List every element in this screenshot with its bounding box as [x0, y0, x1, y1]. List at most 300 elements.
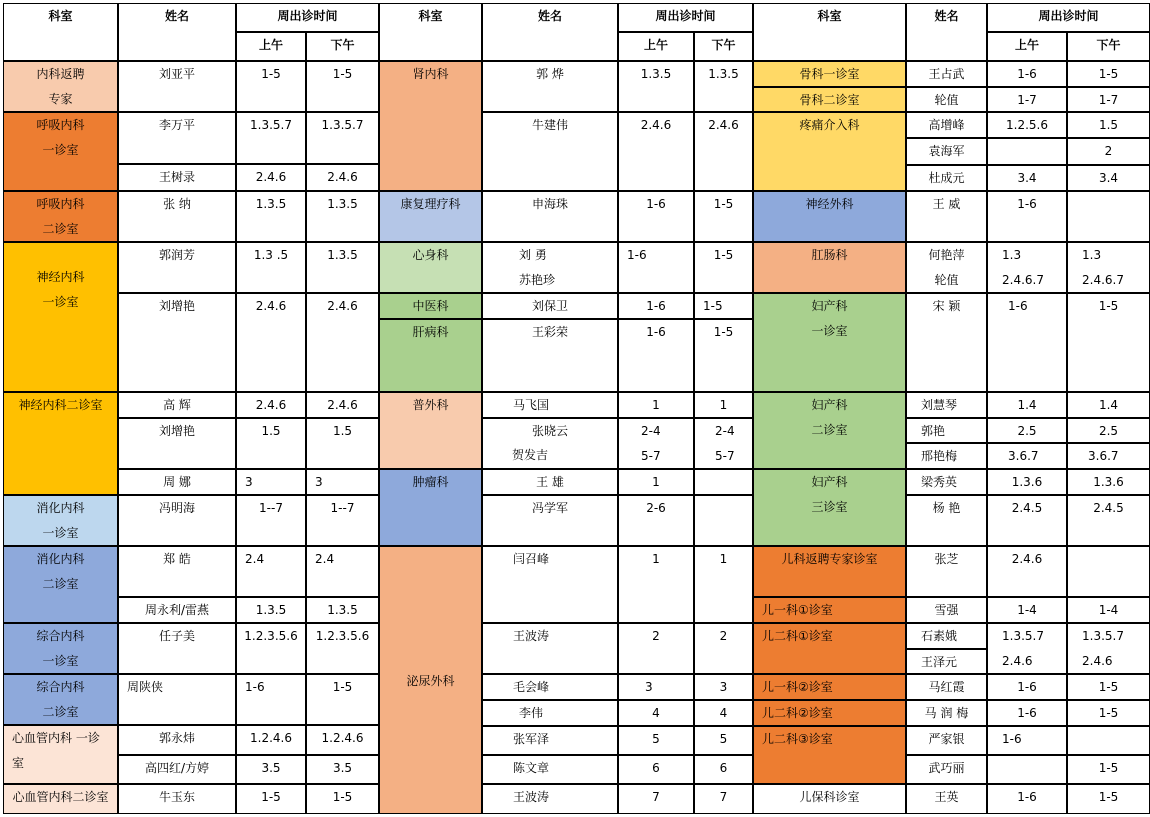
cell-text: 刘增艳	[158, 299, 195, 313]
table-cell	[753, 191, 906, 242]
table-cell	[694, 61, 753, 112]
cell-text: 轮值	[934, 93, 959, 107]
table-cell	[3, 495, 118, 546]
cell-text: 3.6.7	[1088, 449, 1119, 463]
table-cell	[118, 784, 236, 814]
table-cell	[482, 495, 618, 546]
cell-text: 姓名	[934, 9, 959, 23]
table-cell	[906, 674, 987, 700]
table-cell	[694, 242, 753, 293]
table-cell	[118, 755, 236, 784]
header-cell	[694, 32, 753, 61]
table-cell	[694, 674, 753, 700]
cell-text: 骨科一诊室	[799, 67, 860, 81]
cell-text: 1	[719, 398, 728, 412]
cell-text: 上午	[258, 38, 283, 52]
table-cell	[618, 495, 694, 546]
cell-text: 王 威	[932, 197, 961, 211]
cell-text: 王英	[934, 790, 959, 804]
cell-text: 1.3 .5	[253, 248, 289, 262]
cell-text: 3	[645, 680, 653, 694]
cell-text: 中医科	[412, 299, 449, 313]
table-cell	[987, 784, 1067, 814]
table-cell	[482, 293, 618, 319]
cell-text: 1.5	[1098, 118, 1119, 132]
table-cell	[753, 700, 906, 726]
table-cell	[236, 495, 306, 546]
cell-text: 任子美	[158, 629, 195, 643]
cell-text: 1	[652, 552, 660, 566]
table-cell	[379, 242, 482, 293]
cell-text: 郭 烨	[536, 67, 564, 81]
cell-text: 马 润 梅	[924, 706, 969, 720]
table-cell	[482, 755, 618, 784]
cell-text: 周出诊时间	[277, 9, 338, 23]
table-cell	[906, 418, 987, 443]
table-cell	[379, 546, 482, 814]
cell-text: 3.6.7	[1008, 449, 1039, 463]
table-cell	[1067, 495, 1150, 546]
cell-text: 刘 勇	[519, 248, 547, 262]
cell-text: 梁秀英	[921, 475, 958, 489]
table-cell	[3, 784, 118, 814]
cell-text: 1-7	[1098, 93, 1119, 107]
table-cell	[906, 112, 987, 138]
cell-text: 1.3.6	[1011, 475, 1043, 489]
cell-text: 神经内科	[36, 270, 85, 284]
cell-text: 2.4.6	[708, 118, 739, 132]
table-cell	[987, 191, 1067, 242]
cell-text: 1.3.5	[327, 248, 358, 262]
cell-text: 郭润芳	[158, 248, 195, 262]
table-cell	[306, 495, 379, 546]
cell-text: 1-6	[1008, 299, 1028, 313]
cell-text: 妇产科	[811, 475, 848, 489]
cell-text: 1-6	[1017, 790, 1037, 804]
cell-text: 神经外科	[805, 197, 854, 211]
table-cell	[1067, 469, 1150, 495]
cell-text: 1-5	[1098, 761, 1119, 775]
cell-text: 疼痛介入科	[799, 118, 860, 132]
table-cell	[118, 112, 236, 164]
table-cell	[987, 87, 1067, 112]
table-cell	[694, 755, 753, 784]
cell-text: 6	[652, 761, 660, 775]
table-cell	[987, 165, 1067, 191]
table-cell	[118, 418, 236, 469]
table-cell	[3, 112, 118, 191]
table-cell	[118, 623, 236, 674]
table-cell	[753, 242, 906, 293]
cell-text: 刘增艳	[158, 424, 195, 438]
table-cell	[236, 755, 306, 784]
cell-text: 马红霞	[928, 680, 965, 694]
table-cell	[1067, 165, 1150, 191]
cell-text: 2.4	[315, 552, 335, 566]
cell-text: 王波涛	[513, 790, 550, 804]
table-cell	[906, 87, 987, 112]
cell-text: 1.3.5.7	[250, 118, 292, 132]
table-cell	[118, 61, 236, 112]
cell-text: 1-6	[245, 680, 265, 694]
table-cell	[306, 418, 379, 469]
header-cell	[482, 3, 618, 61]
header-cell	[906, 3, 987, 61]
cell-text: 申海珠	[531, 197, 568, 211]
table-cell	[379, 392, 482, 469]
cell-text: 综合内科	[36, 680, 85, 694]
table-cell	[987, 755, 1067, 784]
table-cell	[906, 242, 987, 293]
cell-text: 2.4.6	[255, 170, 287, 184]
cell-text: 上午	[1014, 38, 1039, 52]
cell-text: 1-5	[332, 680, 353, 694]
table-cell	[906, 700, 987, 726]
table-cell	[236, 418, 306, 469]
table-cell	[753, 597, 906, 623]
table-cell	[379, 319, 482, 392]
cell-text: 1-5	[1098, 680, 1119, 694]
cell-text: 二诊室	[42, 222, 79, 236]
cell-text: 2.4.6	[640, 118, 672, 132]
table-cell	[618, 242, 694, 293]
table-cell	[753, 726, 906, 784]
cell-text: 王树录	[158, 170, 195, 184]
table-cell	[753, 87, 906, 112]
table-cell	[1067, 623, 1150, 674]
table-cell	[3, 674, 118, 725]
cell-text: 苏艳珍	[519, 273, 556, 287]
cell-text: 高四红/方婷	[144, 761, 210, 775]
table-cell	[3, 546, 118, 623]
table-cell	[694, 726, 753, 755]
table-cell	[906, 623, 987, 649]
cell-text: 1-6	[1017, 67, 1037, 81]
cell-text: 2.4.6	[1011, 552, 1043, 566]
table-cell	[1067, 597, 1150, 623]
table-cell	[482, 546, 618, 623]
table-cell	[618, 319, 694, 392]
table-cell	[987, 112, 1067, 138]
table-cell	[482, 469, 618, 495]
cell-text: 1	[719, 552, 728, 566]
cell-text: 冯学军	[531, 501, 568, 515]
table-cell	[236, 164, 306, 191]
table-cell	[236, 61, 306, 112]
table-cell	[987, 443, 1067, 469]
cell-text: 1-6	[646, 325, 666, 339]
cell-text: 张军泽	[513, 732, 550, 746]
table-cell	[906, 726, 987, 755]
cell-text: 一诊室	[811, 324, 848, 338]
cell-text: 1-5	[713, 325, 734, 339]
cell-text: 7	[719, 790, 728, 804]
cell-text: 下午	[330, 38, 355, 52]
cell-text: 神经内科二诊室	[18, 398, 103, 412]
table-cell	[906, 649, 987, 674]
table-cell	[1067, 784, 1150, 814]
cell-text: 武巧丽	[928, 761, 965, 775]
table-cell	[906, 546, 987, 597]
table-cell	[482, 61, 618, 112]
table-cell	[1067, 112, 1150, 138]
table-cell	[306, 293, 379, 392]
table-cell	[987, 293, 1067, 392]
cell-text: 室	[12, 756, 25, 770]
table-cell	[694, 784, 753, 814]
table-cell	[236, 546, 306, 597]
table-cell	[987, 392, 1067, 418]
cell-text: 5-7	[641, 449, 661, 463]
table-cell	[118, 164, 236, 191]
cell-text: 李万平	[158, 118, 195, 132]
table-cell	[753, 293, 906, 392]
cell-text: 严家银	[928, 732, 965, 746]
table-cell	[1067, 726, 1150, 755]
cell-text: 周 娜	[163, 475, 191, 489]
table-cell	[306, 597, 379, 623]
table-cell	[306, 61, 379, 112]
table-cell	[618, 674, 694, 700]
cell-text: 1.3.5	[708, 67, 739, 81]
cell-text: 周永利/雷燕	[144, 603, 210, 617]
table-cell	[306, 164, 379, 191]
table-cell	[906, 392, 987, 418]
cell-text: 2.4.5	[1011, 501, 1043, 515]
cell-text: 1.3.5.7	[1082, 629, 1124, 643]
table-cell	[236, 725, 306, 755]
cell-text: 2-6	[646, 501, 666, 515]
cell-text: 张 纳	[163, 197, 191, 211]
table-cell	[306, 755, 379, 784]
cell-text: 消化内科	[36, 552, 85, 566]
table-cell	[236, 392, 306, 418]
table-cell	[987, 700, 1067, 726]
cell-text: 3.4	[1017, 171, 1037, 185]
table-cell	[1067, 700, 1150, 726]
table-cell	[236, 191, 306, 242]
cell-text: 儿二科②诊室	[762, 706, 833, 720]
table-cell	[694, 392, 753, 418]
cell-text: 科室	[817, 9, 842, 23]
table-cell	[379, 61, 482, 191]
cell-text: 闫召峰	[513, 552, 550, 566]
table-cell	[482, 726, 618, 755]
table-cell	[694, 495, 753, 546]
cell-text: 儿二科③诊室	[762, 732, 833, 746]
table-cell	[1067, 191, 1150, 242]
cell-text: 3.5	[332, 761, 353, 775]
cell-text: 科室	[418, 9, 443, 23]
table-cell	[694, 191, 753, 242]
table-cell	[118, 674, 236, 725]
cell-text: 上午	[643, 38, 668, 52]
table-cell	[694, 546, 753, 623]
cell-text: 轮值	[934, 273, 959, 287]
cell-text: 郑 皓	[163, 552, 191, 566]
cell-text: 肝病科	[412, 325, 449, 339]
cell-text: 周陕侠	[127, 680, 164, 694]
cell-text: 郭永炜	[158, 731, 195, 745]
cell-text: 高 辉	[163, 398, 191, 412]
cell-text: 1-6	[646, 197, 666, 211]
table-cell	[379, 191, 482, 242]
table-cell	[1067, 61, 1150, 87]
cell-text: 1.4	[1098, 398, 1119, 412]
table-cell	[3, 392, 118, 495]
header-cell	[618, 3, 753, 32]
cell-text: 1.3.5	[255, 197, 287, 211]
table-cell	[3, 191, 118, 242]
cell-text: 1-5	[332, 67, 353, 81]
cell-text: 1--7	[330, 501, 355, 515]
cell-text: 5-7	[715, 449, 735, 463]
cell-text: 1-6	[1002, 732, 1022, 746]
cell-text: 姓名	[164, 9, 189, 23]
cell-text: 4	[719, 706, 728, 720]
table-cell	[236, 293, 306, 392]
table-cell	[753, 469, 906, 546]
table-cell	[1067, 546, 1150, 597]
cell-text: 1.3.5	[255, 603, 287, 617]
cell-text: 1-5	[713, 248, 734, 262]
cell-text: 4	[652, 706, 660, 720]
cell-text: 2	[652, 629, 660, 643]
table-cell	[618, 392, 694, 418]
cell-text: 2.4.6	[327, 170, 358, 184]
table-cell	[618, 61, 694, 112]
table-cell	[987, 138, 1067, 165]
cell-text: 1-6	[646, 299, 666, 313]
table-cell	[906, 165, 987, 191]
table-cell	[618, 726, 694, 755]
cell-text: 1-6	[1017, 197, 1037, 211]
cell-text: 杜成元	[928, 171, 965, 185]
cell-text: 1.2.4.6	[250, 731, 292, 745]
table-cell	[236, 784, 306, 814]
cell-text: 郭艳	[921, 424, 946, 438]
table-cell	[753, 674, 906, 700]
table-cell	[306, 674, 379, 725]
cell-text: 1.3.5.7	[1002, 629, 1044, 643]
table-cell	[118, 191, 236, 242]
table-cell	[379, 469, 482, 546]
table-cell	[3, 623, 118, 674]
table-cell	[753, 546, 906, 597]
table-cell	[306, 469, 379, 495]
cell-text: 王泽元	[921, 655, 958, 669]
cell-text: 2-4	[641, 424, 661, 438]
table-cell	[118, 597, 236, 623]
cell-text: 3.4	[1098, 171, 1119, 185]
cell-text: 高增峰	[928, 118, 965, 132]
table-cell	[618, 755, 694, 784]
table-cell	[482, 700, 618, 726]
cell-text: 1	[652, 398, 660, 412]
table-cell	[906, 597, 987, 623]
cell-text: 宋 颖	[932, 299, 961, 313]
table-cell	[118, 293, 236, 392]
table-cell	[618, 784, 694, 814]
table-cell	[118, 546, 236, 597]
cell-text: 5	[719, 732, 728, 746]
cell-text: 1-5	[332, 790, 353, 804]
cell-text: 呼吸内科	[36, 118, 85, 132]
table-cell	[1067, 87, 1150, 112]
cell-text: 心血管内科 一诊	[12, 731, 100, 745]
cell-text: 刘保卫	[531, 299, 568, 313]
table-cell	[694, 700, 753, 726]
cell-text: 儿一科①诊室	[762, 603, 833, 617]
table-cell	[236, 674, 306, 725]
header-cell	[1067, 32, 1150, 61]
table-cell	[753, 392, 906, 469]
table-cell	[482, 392, 618, 418]
cell-text: 儿二科①诊室	[762, 629, 833, 643]
table-cell	[753, 112, 906, 191]
cell-text: 1.2.4.6	[321, 731, 364, 745]
table-cell	[694, 112, 753, 191]
cell-text: 2.4.5	[1093, 501, 1124, 515]
table-cell	[906, 784, 987, 814]
cell-text: 3.5	[261, 761, 281, 775]
cell-text: 2.4.6	[255, 398, 287, 412]
cell-text: 王彩荣	[531, 325, 568, 339]
cell-text: 王波涛	[513, 629, 550, 643]
cell-text: 2	[719, 629, 728, 643]
cell-text: 骨科二诊室	[799, 93, 860, 107]
table-cell	[618, 191, 694, 242]
cell-text: 王占武	[928, 67, 965, 81]
table-cell	[482, 784, 618, 814]
cell-text: 牛建伟	[531, 118, 568, 132]
table-cell	[482, 242, 618, 293]
cell-text: 1.3	[1002, 248, 1022, 262]
cell-text: 普外科	[412, 398, 449, 412]
cell-text: 1.3.6	[1093, 475, 1124, 489]
table-cell	[1067, 242, 1150, 293]
cell-text: 1.5	[332, 424, 353, 438]
table-cell	[618, 293, 694, 319]
cell-text: 一诊室	[42, 654, 79, 668]
cell-text: 邢艳梅	[921, 449, 958, 463]
table-cell	[306, 392, 379, 418]
cell-text: 1.5	[261, 424, 281, 438]
cell-text: 1-5	[1098, 67, 1119, 81]
cell-text: 肾内科	[412, 67, 449, 81]
cell-text: 3	[245, 475, 253, 489]
table-cell	[118, 495, 236, 546]
table-cell	[987, 469, 1067, 495]
cell-text: 石素娥	[921, 629, 958, 643]
table-cell	[379, 293, 482, 319]
table-cell	[118, 242, 236, 293]
cell-text: 6	[719, 761, 728, 775]
cell-text: 1.3.5.7	[321, 118, 364, 132]
cell-text: 1-5	[261, 790, 281, 804]
cell-text: 1--7	[259, 501, 283, 515]
cell-text: 妇产科	[811, 299, 848, 313]
table-cell	[987, 495, 1067, 546]
table-cell	[3, 61, 118, 112]
cell-text: 贺发吉	[512, 448, 549, 462]
cell-text: 1-5	[713, 197, 734, 211]
table-cell	[306, 546, 379, 597]
cell-text: 王 雄	[536, 475, 564, 489]
cell-text: 1.3	[1082, 248, 1102, 262]
table-cell	[987, 726, 1067, 755]
table-cell	[906, 443, 987, 469]
